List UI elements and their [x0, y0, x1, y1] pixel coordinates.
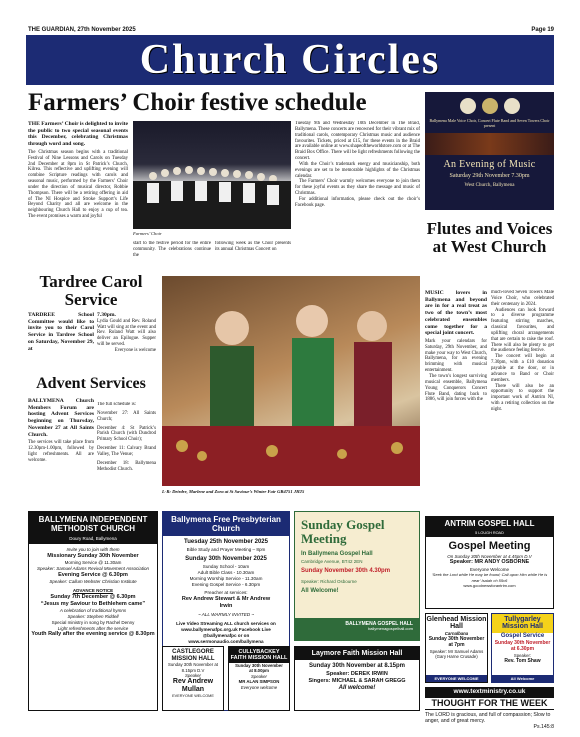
- castlegore-name: Rev Andrew Mullan: [172, 678, 214, 693]
- cully-time: at 8.00pm: [249, 668, 269, 674]
- tully-service: Gospel Service: [500, 632, 545, 639]
- ad-present: present: [483, 122, 496, 128]
- farmers-p5: With the Choir’s trademark energy and musicianship, both evenings are set to be memorable highlights of the Christmas calendar.: [295, 161, 420, 179]
- choir-photo-illustration: [133, 121, 291, 229]
- methodist-service: Missionary Sunday 30th November: [47, 553, 139, 560]
- advent-s2: December 4: St Patrick’s Parish Church (with Dundrod Primary School Choir);: [97, 425, 156, 443]
- tardree-col-2: [97, 312, 156, 368]
- farmers-p3: following week as the Choir presents its annual Christmas Concert on: [215, 241, 291, 252]
- farmers-headline: Farmers’ Choir festive schedule: [28, 89, 367, 116]
- tullygarley-ad: [491, 613, 554, 683]
- methodist-speaker2: Speaker: Callum Webster Christian Institute: [49, 579, 137, 585]
- ad-title: An Evening of Music: [443, 158, 536, 170]
- farmers-p1: The Christmas season begins with a traditional Festival of Nine Lessons and Carols on Tuesday 2nd December at 8pm in St Patrick’s Church, Kilrea. This reflective and uplifting evening will combine Scripture readings with carols and seasonal music, performed by the Farmers’ Choir under the direction of musical director, Robbie Thompson. There will be a retiring offering in aid of The NI Hospice and Stroke Support’s Life Beyond Charity and all are welcome in the neighbouring Church Hall to enjoy a cup of tea. The event promises a warm and joyful: [28, 149, 128, 220]
- tardree-lead: [28, 312, 94, 368]
- antrim-verse: ‘Seek the Lord while He may be found; Call upon Him while He is near’ Isaiah ch 55v6: [431, 572, 548, 583]
- thought-ref: Ps.145:8: [533, 724, 554, 731]
- ad-date: Saturday 29th November 7.30pm: [449, 172, 530, 179]
- antrim-welcome: Everyone Welcome: [470, 566, 509, 572]
- ad-venue: West Church, Ballymena: [464, 182, 515, 188]
- antrim-heading: Gospel Meeting: [448, 540, 531, 553]
- methodist-speaker3: Speaker: Stephen Riddell: [67, 613, 119, 619]
- farmers-p4: Tuesday 9th and Wednesday 10th December in The Braid, Ballymena. These concerts are renowned for their vibrant mix of traditional carols, contemporary Christmas music and audience favourites. Tickets, priced at £15, for these events in the Braid are available online at www.shapeoftheworldstore.com or at The Braid Box Office. There will be light refreshments following the concert.: [295, 121, 420, 162]
- gospelhall-addr: Cambridge Avenue, BT42 2EN: [301, 559, 363, 565]
- glenhead-date: Sunday 30th November at 7pm: [428, 636, 485, 649]
- gospelhall-speaker: Speaker: Richard Osbourne: [301, 579, 357, 585]
- flutes-col-1: [425, 290, 487, 498]
- freepres-sun: Sunday 30th November 2025: [185, 556, 267, 563]
- gospelhall-web[interactable]: ballymenagospelhall.com: [368, 626, 413, 631]
- castlegore-title: CASTLEGORE MISSION HALL: [171, 649, 215, 662]
- section-banner: [26, 35, 554, 85]
- methodist-singing: Special ministry in song by Rachel Denny: [51, 619, 135, 625]
- methodist-title: BALLYMENA INDEPENDENT METHODIST CHURCH: [29, 512, 157, 536]
- thought-title: THOUGHT FOR THE WEEK: [425, 697, 554, 710]
- flutes-p1: Mark your calendars for Saturday, 29th November, and make your way to West Church, Ballymena, for an evening brimming with musical entertainment.: [425, 338, 487, 374]
- freepres-preacher: Preacher at services:: [204, 589, 248, 595]
- advent-col-1: [28, 398, 94, 498]
- castlegore-welcome: EVERYONE WELCOME: [172, 693, 214, 698]
- antrim-addr: 5 LOUGH ROAD: [426, 531, 553, 537]
- freepres-title: Ballymena Free Presbyterian Church: [163, 512, 289, 536]
- laymore-title: Laymore Faith Mission Hall: [295, 647, 419, 660]
- farmers-caption: Farmers’ Choir: [133, 231, 162, 236]
- gospelhall-org: BALLYMENA GOSPEL HALL: [345, 621, 413, 627]
- farmers-col-3: [295, 121, 420, 271]
- laymore-welcome: All welcome!: [338, 685, 376, 692]
- winter-fair-illustration: [162, 276, 420, 486]
- glenhead-title: Glenhead Mission Hall: [426, 616, 487, 631]
- freepres-school: Sunday School - 10am: [202, 563, 250, 569]
- winter-fair-caption: L-R: Deirdre, Marlene and Zora at St Saviour’s Winter Fair GB4751 JH25: [162, 489, 305, 494]
- methodist-speaker1: Speaker: Samuel Adams Revival Movement Association: [37, 566, 149, 572]
- antrim-title: ANTRIM GOSPEL HALL: [426, 517, 553, 531]
- freepres-adult: Adult Bible Class - 10.30am: [197, 569, 255, 575]
- methodist-evening: Evening Service @ 6.30pm: [58, 571, 128, 578]
- ad-presenters: Ballymena Male Voice Choir, Concert Flute Band and Seven Towers Choir: [429, 118, 550, 123]
- methodist-ad: [28, 511, 158, 711]
- tardree-welcome: Everyone is welcome: [114, 347, 156, 353]
- advent-s1: November 27: All Saints Church;: [97, 410, 156, 422]
- laymore-date: Sunday 30th November at 8.15pm: [308, 663, 406, 670]
- cullybackey-ad: [228, 646, 290, 711]
- advent-s3: December 11: Calvary Brand Valley, The Venue;: [97, 446, 156, 457]
- glenhead-speaker: Speaker: Mr Samuel Adams (Gary Harne Crusade): [429, 648, 484, 659]
- gospelhall-title: Sunday Gospel Meeting: [301, 517, 385, 546]
- section-title: Church Circles: [139, 36, 441, 83]
- towers-crest-icon: [504, 98, 520, 114]
- tully-date: Sunday 30th November at 6.30pm: [494, 640, 551, 653]
- choir-crest-icon: [482, 98, 498, 114]
- flutes-p2: The town’s longest surviving musical ensemble, Ballymena Young Conquerors Concert Flute Band, dating back to 1886, will join forces with the: [425, 373, 487, 403]
- advent-body: The services will take place from 12.30pm-1.00pm, followed by light refreshments. All are welcome.: [28, 440, 94, 463]
- advent-s4: December 18: Ballymena Methodist Church.: [97, 460, 156, 472]
- laymore-ad: [294, 646, 420, 711]
- tardree-lead-text: TARDREE School Committee would like to invite you to their Carol Service in Tardree School on Saturday, November 29, at: [28, 312, 94, 352]
- band-crest-icon: [460, 98, 476, 114]
- castlegore-speaker: Speaker: [184, 672, 201, 678]
- farmers-p7: For additional information, please check out the choir’s Facebook page.: [295, 196, 420, 208]
- gospel-hall-ad: [294, 511, 420, 641]
- advent-headline: Advent Services: [36, 375, 146, 392]
- evening-music-ad: [425, 92, 554, 210]
- flutes-lead: MUSIC lovers in Ballymena and beyond are in for a real treat as two of the town’s most celebrated ensembles come together for a special joint concert.: [425, 290, 487, 337]
- gospelhall-welcome: All Welcome!: [301, 588, 339, 595]
- methodist-youth: Youth Rally after the evening service @ 8.30pm: [31, 631, 155, 638]
- tully-speaker: Speaker:: [513, 652, 532, 658]
- flutes-headline: Flutes and Voices at West Church: [426, 219, 553, 256]
- winter-fair-photo: [162, 276, 420, 486]
- advent-lead: BALLYMENA Church Members Forum are hosting Advent Services beginning on Thursday, November 27 at All Saints Church.: [28, 398, 94, 438]
- flutes-col-2: [491, 290, 554, 498]
- farmers-lead: THE Farmers’ Choir is delighted to invite the public to two special seasonal events this December, celebrating Christmas through word and song.: [28, 121, 128, 148]
- freepres-bible: Bible Study and Prayer Meeting – 8pm: [186, 547, 266, 553]
- antrim-web[interactable]: www.goodnewsforantrim.com: [463, 582, 516, 588]
- farmers-p6: The Farmers’ Choir warmly welcomes everyone to join them for these joyful events as they share the message and music of Christmas.: [295, 179, 420, 197]
- tardree-body: Lydia Gould and Rev. Roland Watt will sing at the event and Rev. Roland Watt will also deliver an Epilogue. Supper will be served.: [97, 318, 156, 348]
- glenhead-place: Carnalbana: [444, 630, 469, 636]
- antrim-ad: [425, 516, 554, 609]
- cully-speaker: Speaker: [250, 673, 267, 679]
- gospelhall-date: Sunday November 30th 4.30pm: [301, 567, 391, 574]
- freepres-worship: Morning Worship Service - 11.30am: [189, 575, 263, 581]
- thought-content: [425, 697, 554, 731]
- tardree-headline: Tardree Carol Service: [39, 272, 143, 309]
- freepres-welcome: ~ ALL WARMLY INVITED ~: [197, 612, 255, 618]
- tully-title: Tullygarley Mission Hall: [492, 614, 553, 633]
- antrim-speaker: Speaker: MR ANDY OSBORNE: [449, 559, 530, 566]
- tully-welcome: All Welcome: [492, 675, 553, 682]
- freepres-names: Rev Andrew Stewart & Mr Andrew Irwin: [181, 595, 271, 609]
- gospelhall-footer: [295, 618, 419, 640]
- flutes-p3: much-loved Seven Towers Male Voice Choir, who celebrated their centenary in 2024.: [491, 290, 554, 307]
- laymore-singers: Singers: MICHAEL & SARAH GREGG: [308, 678, 406, 685]
- farmers-photo: [133, 121, 291, 229]
- methodist-refresh: Light refreshments after the service: [57, 625, 129, 631]
- glenhead-ad: [425, 613, 488, 683]
- freepres-evening: Evening Gospel Service - 6.30pm: [191, 581, 261, 587]
- freepres-tue: Tuesday 25th November 2025: [184, 539, 268, 546]
- page-number: Page 19: [531, 27, 554, 33]
- antrim-date: On Sunday 30th November at 4.45pm D.V: [447, 553, 532, 559]
- laymore-speaker: Speaker: DEREK IRWIN: [326, 670, 388, 677]
- cully-title: CULLYBACKEY FAITH MISSION HALL: [229, 647, 289, 663]
- methodist-dec7: Sunday 7th December @ 6.30pm: [50, 593, 136, 600]
- freepres-live: Live Video Streaming ALL church services on www.ballymenafpc.org.uk Facebook Live @ballymenafpc or on www.sermonaudio.com/ballymena: [176, 621, 276, 644]
- flutes-p4: Audiences can look forward to a diverse programme featuring stirring marches, classical favourites, and uplifting choral arrangements that are certain to raise the roof. There will also be plenty to get the audience feeling festive.: [491, 307, 554, 354]
- glenhead-welcome: EVERYONE WELCOME: [426, 675, 487, 682]
- castlegore-date: Sunday 30th November at 8.15pm D.V: [168, 662, 218, 673]
- advent-col-2: [97, 402, 156, 498]
- gospelhall-venue: In Ballymena Gospel Hall: [301, 551, 373, 558]
- methodist-notice: ADVANCE NOTICE: [72, 587, 114, 593]
- flutes-p5: The concert will begin at 7.30pm, with a £10 donation payable at the door, or in advance to Band or Choir members.: [491, 354, 554, 383]
- ad-concert-photo: [425, 133, 554, 155]
- methodist-theme: “Jesus my Saviour to Bethlehem came”: [40, 600, 146, 607]
- tardree-time: 7.30pm.: [97, 312, 116, 318]
- castlegore-ad: [162, 646, 224, 711]
- cully-name: MR ALAN SIMPSON: [238, 679, 280, 685]
- thought-web[interactable]: www.textministry.co.uk: [425, 687, 554, 697]
- tully-name: Rev. Tom Shaw: [504, 658, 541, 665]
- cully-date: Sunday 30th November: [235, 663, 283, 669]
- paper-name: THE GUARDIAN, 27th November 2025: [28, 27, 136, 33]
- methodist-morning: Morning Service @ 11.30am: [64, 560, 122, 566]
- farmers-col-1: [28, 121, 128, 271]
- methodist-invite: Invite you to join with them: [66, 547, 120, 553]
- ad-logos: [425, 98, 554, 114]
- farmers-p2: start to the festive period for the entire community. The celebrations continue the: [133, 241, 211, 258]
- cully-welcome: Everyone welcome: [240, 684, 278, 690]
- flutes-p6: There will also be an opportunity to support the important work of Antrim NI, with a retiring collection on the night.: [491, 383, 554, 412]
- methodist-addr: Doury Road, Ballymena: [29, 536, 157, 544]
- thought-text: The LORD is gracious, and full of compassion; Slow to anger, and of great mercy.: [425, 711, 551, 725]
- advent-fulllist: The full schedule is:: [97, 402, 137, 407]
- methodist-carols: A celebration of traditional hymns: [59, 608, 127, 613]
